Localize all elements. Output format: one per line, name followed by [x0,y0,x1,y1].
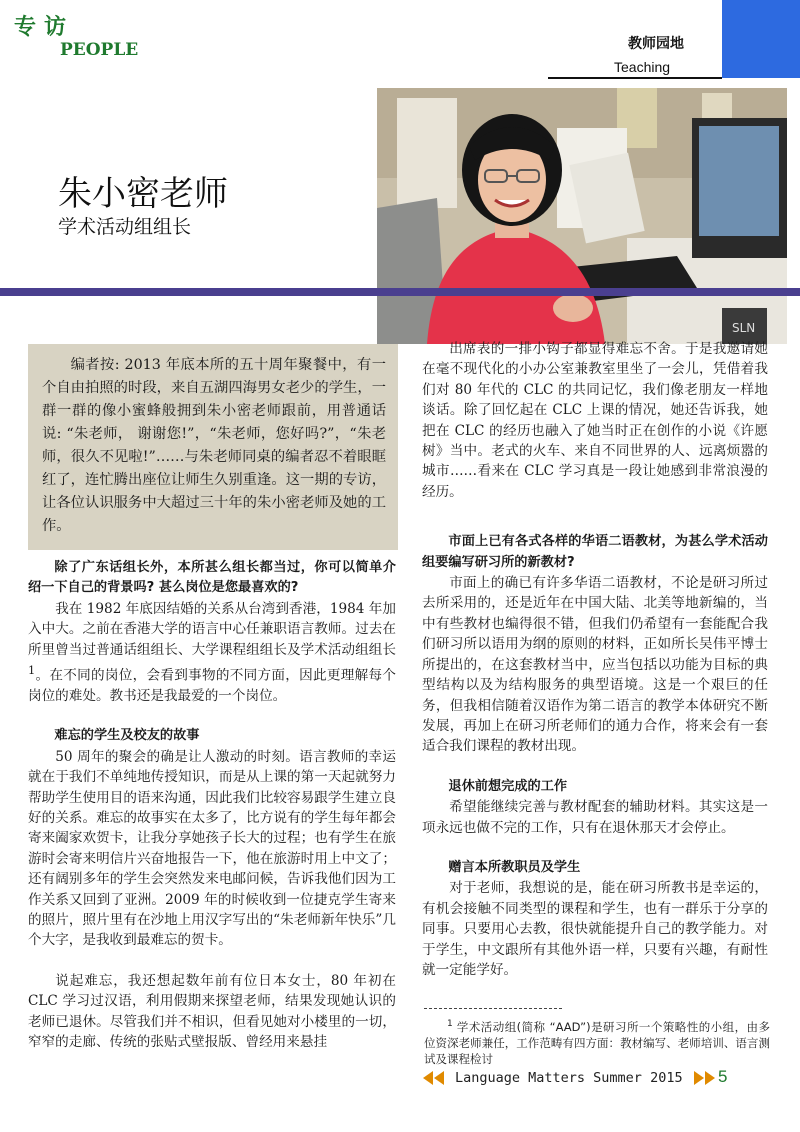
heading-advice: 赠言本所教职员及学生 [448,859,581,875]
left-column [28,558,396,1052]
section-label-chinese: 专访 [14,14,75,40]
footnote-text: 学术活动组(简称 “AAD”)是研习所一个策略性的小组，由多位资深老师兼任，工作范畴有四方面：教材编写、老师培训、语言测试及课程检讨 [424,1019,770,1066]
heading-before-retirement: 退休前想完成的工作 [448,778,568,794]
heading-teaching-materials: 市面上已有各式各样的华语二语教材，为甚么学术活动组要编写研习所的新教材? [422,534,768,570]
section-label-english: PEOPLE [60,40,139,60]
corner-color-block [722,0,800,78]
paragraph-teaching-materials: 市面上的确已有许多华语二语教材，不论是研习所过去所采用的，还是近年在中国大陆、北美等地新编的，当中有些教材也编得很不错，但我们仍希望有一套能配合我们研习所以语用为纲的原则的材料，正如所长吴伟平博士所提出的，在这套教材当中，应当包括以功能为目标的典型结构以及为结构服务的典型语境。这是一个艰巨的任务，但我相信随着汉语作为第二语言的教学本体研究不断发展，再加上在研习所老师们的通力合作，将来会有一套适合我们课程的教材出现。 [422,575,768,755]
footnote-marker: 1 [447,1019,453,1029]
title-divider-bar [0,288,800,296]
next-arrows-icon [693,1071,715,1085]
paragraph-advice: 对于老师，我想说的是，能在研习所教书是幸运的，有机会接触不同类型的课程和学生，也有一群乐于分享的同事。只要用心去教，很快就能提升自己的教学能力。对于学生，中文跟所有其他外语一样，只要有兴趣，有耐性就一定能学好。 [422,880,768,978]
paragraph-before-retirement: 希望能继续完善与教材配套的辅助材料。其实这是一项永远也做不完的工作，只有在退休那天才会停止。 [422,799,768,836]
paragraph-visitor-cont: 出席表的一排小钩子都显得难忘不舍。于是我邀请她在毫不现代化的小办公室兼教室里坐了一会儿，凭借着我们对 80 年代的 CLC 的共同记忆，我们像老朋友一样地谈话。除了回忆起在 CLC 上课的情况，她还告诉我，她把在 CLC 的经历也融入了她当时正在创作的小说《许愿树》当中。老式的火车、来自不同世界的人、远离烦嚣的城市……看来在 CLC 学习真是一段让她感到非常浪漫的经历。 [422,341,768,500]
category-label-chinese: 教师园地 [628,36,684,52]
paragraph-japanese-visitor: 说起难忘，我还想起数年前有位日本女士，80 年初在 CLC 学习过汉语，利用假期来探望老师，结果发现她认识的老师已退休。尽管我们并不相识，但看见她对小楼里的一切，窄窄的走廊、传统的张贴式壁报版、曾经用来悬挂 [28,972,396,1051]
page-number: 5 [718,1067,728,1086]
answer-background-text: 我在 1982 年底因结婚的关系从台湾到香港，1984 年加入中大。之前在香港大学的语言中心任兼职语言教师。过去在所里曾当过普通话组组长、大学课程组组长及学术活动组组长 [28,600,396,658]
footnote-ref: 1 [28,663,36,678]
portrait-photo [377,88,787,344]
heading-memorable-students: 难忘的学生及校友的故事 [54,728,200,744]
interviewee-name: 朱小密老师 [58,174,228,214]
interviewee-role: 学术活动组组长 [58,216,192,238]
editor-note-box: 编者按: 2013 年底本所的五十周年聚餐中，有一个自由拍照的时段，来自五湖四海男女老少的学生，一群一群的像小蜜蜂般拥到朱小密老师跟前，用普通话说: “朱老师， 谢谢您!”，“朱老师，您好吗?”，“朱老师，很久不见啦!”……与朱老师同桌的编者忍不着眼眶红了，连忙腾出座位让师生久别重逢。这一期的专访，让各位认识服务中大超过三十年的朱小密老师及她的工作。 [28,344,398,550]
page-footer [423,1068,715,1088]
footnote [424,1016,770,1067]
footnote-separator [424,1008,562,1009]
portrait-illustration [377,88,787,344]
previous-arrows-icon [423,1071,445,1085]
right-column [422,339,768,980]
category-label-english: Teaching [614,59,671,75]
paragraph-memorable-students: 50 周年的聚会的确是让人激动的时刻。语言教师的幸运就在于我们不单纯地传授知识，而是从上课的第一天起就努力帮助学生使用目的语来沟通，因此我们比较容易跟学生建立良好的关系。难忘的故事实在太多了，比方说有的学生每年都会寄来阖家欢贺卡，让我分享她孩子长大的过程；也有学生在旅游时会寄来明信片兴奋地报告一下，他在旅游时用上中文了；还有阔别多年的学生会突然发来电邮问候，告诉我他们因为工作关系又回到了亚洲。2009 年的时候收到一位捷克学生寄来的照片，照片里有在沙地上用汉字写出的“朱老师新年快乐”几个大字，是我收到最难忘的贺卡。 [28,748,396,949]
answer-background [28,599,396,707]
answer-background-text-cont: 。在不同的岗位，会看到事物的不同方面，因此更理解每个岗位的难处。教书还是我最爱的一个岗位。 [28,667,396,704]
question-background: 除了广东话组长外，本所甚么组长都当过，你可以简单介绍一下自己的背景吗? 甚么岗位是您最喜欢的? [28,560,396,596]
monitor-brand-text: SLN [732,321,756,335]
category-underline [548,77,722,79]
publication-name: Language Matters Summer 2015 [455,1070,683,1086]
